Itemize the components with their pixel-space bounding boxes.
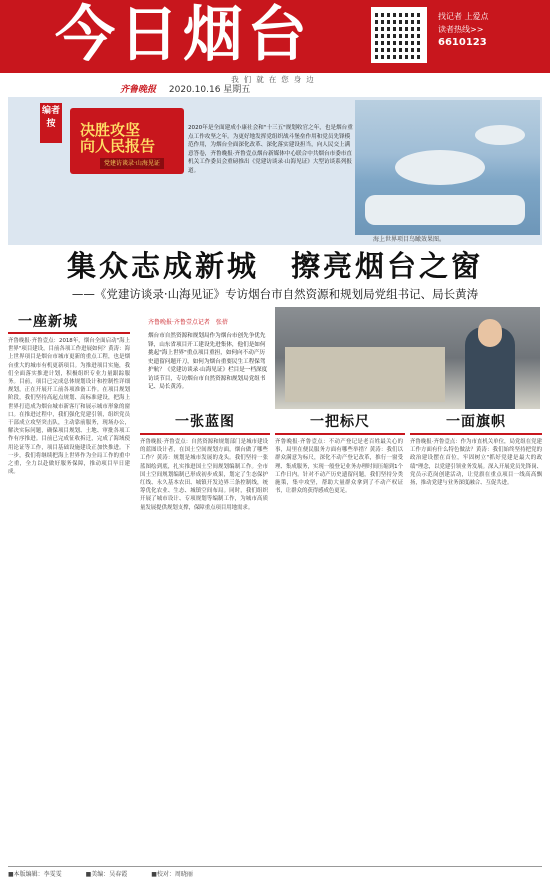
article-column-2: 齐鲁晚报·齐鲁壹点：自然资源和规划部门是城市建设的蓝图设计者，在国土空间规划方面，烟台做了哪些工作？黄涛：规划是城市发展的龙头。我们坚持一张蓝图绘到底，扎实推进国土空间规划编制工作。全市国土空间规划编制已形成初步成果，划定了生态保护红线、永久基本农田、城镇开发边界三条控制线，统筹优化农业、生态、城镇空间布局。同时，我们组织开展了城市设计、专项规划等编制工作，为城市高质量发展提供规划支撑，保障重点项目用地需求。 [140,439,268,511]
series-poster [70,108,184,174]
section-divider [140,433,270,435]
poster-title: 决胜攻坚 向人民报告 [80,121,156,155]
article-lead: 烟台市自然资源和规划局作为烟台市创先争优先锋，山东省项目开工建设先进集体，他们是如何挑起"海上世界"重点项目重担，如何向不动产历史遗留问题开刀，如何为烟台重要民生工程保驾护航？《党建访谈录·山海见证》栏目是一档深度访谈节目，专访烟台市自然资源和规划局党组书记、局长黄涛。 [148,333,268,390]
date-bar [120,84,250,98]
newspaper-title: 今日烟台 [55,0,311,70]
contact-info [438,10,546,49]
editor-note-text: 2020年是全面建成小康社会和"十三五"规划收官之年，也是烟台重点工作攻坚之年。为更好地发挥党组织战斗堡垒作用和党员先锋模范作用，为烟台全面深化改革、深化落实建设担当，向人民交上满意答卷，齐鲁晚报·齐鲁壹点烟台新媒体中心联合中共烟台市委市直机关工作委员会重磅推出《党建访谈录·山海见证》大型访谈系列报道。 [188,125,353,174]
main-headline: 集众志成新城 擦亮烟台之窗 [66,249,483,283]
section-title-blueprint: 一张蓝图 [175,414,235,430]
section-title-banner: 一面旗帜 [446,414,506,430]
paper-name: 齐鲁晚报 [120,85,157,95]
aerial-rendering-image [355,100,540,235]
article-column-3: 齐鲁晚报·齐鲁壹点：不动产登记是老百姓最关心的事，局里在便民服务方面有哪些举措？黄涛：我们以群众满意为标尺，深化不动产登记改革，推行一窗受理、集成服务，实现一般登记业务办理时间压缩到1个工作日内。针对不动产历史遗留问题，我们坚持分类施策，集中攻坚，帮助大量群众拿到了不动产权证书，让群众的获得感成色更足。 [275,439,403,495]
credit-proof: ■校对：周晓丽 [151,871,193,878]
slogan: 我们就在您身边 [231,75,319,84]
article-column-4: 齐鲁晚报·齐鲁壹点：作为市直机关单位，局党组在党建工作方面有什么特色做法？黄涛：我们始终坚持把党的政治建设摆在首位，牢固树立"抓好党建是最大的政绩"理念，以党建引领业务发展。深入开展党员先锋岗、党员示范岗创建活动，让党旗在重点项目一线高高飘扬，推动党建与业务深度融合、互促共进。 [410,439,542,487]
issue-date: 2020.10.16 星期五 [168,85,251,95]
article-column-1: 齐鲁晚报·齐鲁壹点：2018年，烟台全面启动"海上世界"项目建设，目前各项工作进展如何？黄涛：海上世界项目是烟台市城市更新的重点工程，也是烟台重大的城市有机更新项目。为推进项目实施，我们全面落实推进计划，积极组织专业力量跟踪服务。目前，项目已完成总体规划设计和控制性详细规划，正在开展开工前各项准备工作。在项目规划阶段，我们坚持高起点规划、高标准建设，把海上世界打造成为烟台城市新客厅和展示城市形象的窗口。在推进过程中，我们强化党建引领，组织党员干部成立攻坚突击队，主动靠前服务，现场办公，解决实际问题，确保项目规划、土地、审批各项工作有序推进。目前已完成征收拆迁，完成了海域使用论证等工作，项目基础设施建设正加快推进。下一步，我们将继续把海上世界作为全局工作的重中之重，全力以赴做好服务保障，推动项目早日建成。 [8,338,130,476]
credits-footer [8,866,542,879]
section-divider [8,332,130,334]
credit-design: ■美编：吴春霞 [85,871,128,878]
section-title-yardstick: 一把标尺 [310,414,370,430]
masthead [0,0,550,73]
poster-subtitle: 党建访谈录·山海见证 [100,158,164,169]
sub-headline: ——《党建访谈录·山海见证》专访烟台市自然资源和规划局党组书记、局长黄涛 [71,287,479,301]
interview-photo [275,307,540,409]
section-divider [275,433,405,435]
contact-line2: 读者热线>> [438,25,484,34]
section-divider [410,433,542,435]
contact-line1: 找记者 上爱点 [438,12,489,21]
editor-note-badge: 编者按 [40,103,62,143]
credit-editor: ■本版编辑：李雯雯 [8,871,62,878]
reporter-byline: 齐鲁晚报·齐鲁壹点记者 张蓓 [148,319,228,326]
qr-code [371,7,427,63]
hotline-number: 6610123 [438,37,487,48]
section-title-new-city: 一座新城 [18,314,78,330]
image-caption: 海上世界项目鸟瞰效果图。 [373,236,446,243]
